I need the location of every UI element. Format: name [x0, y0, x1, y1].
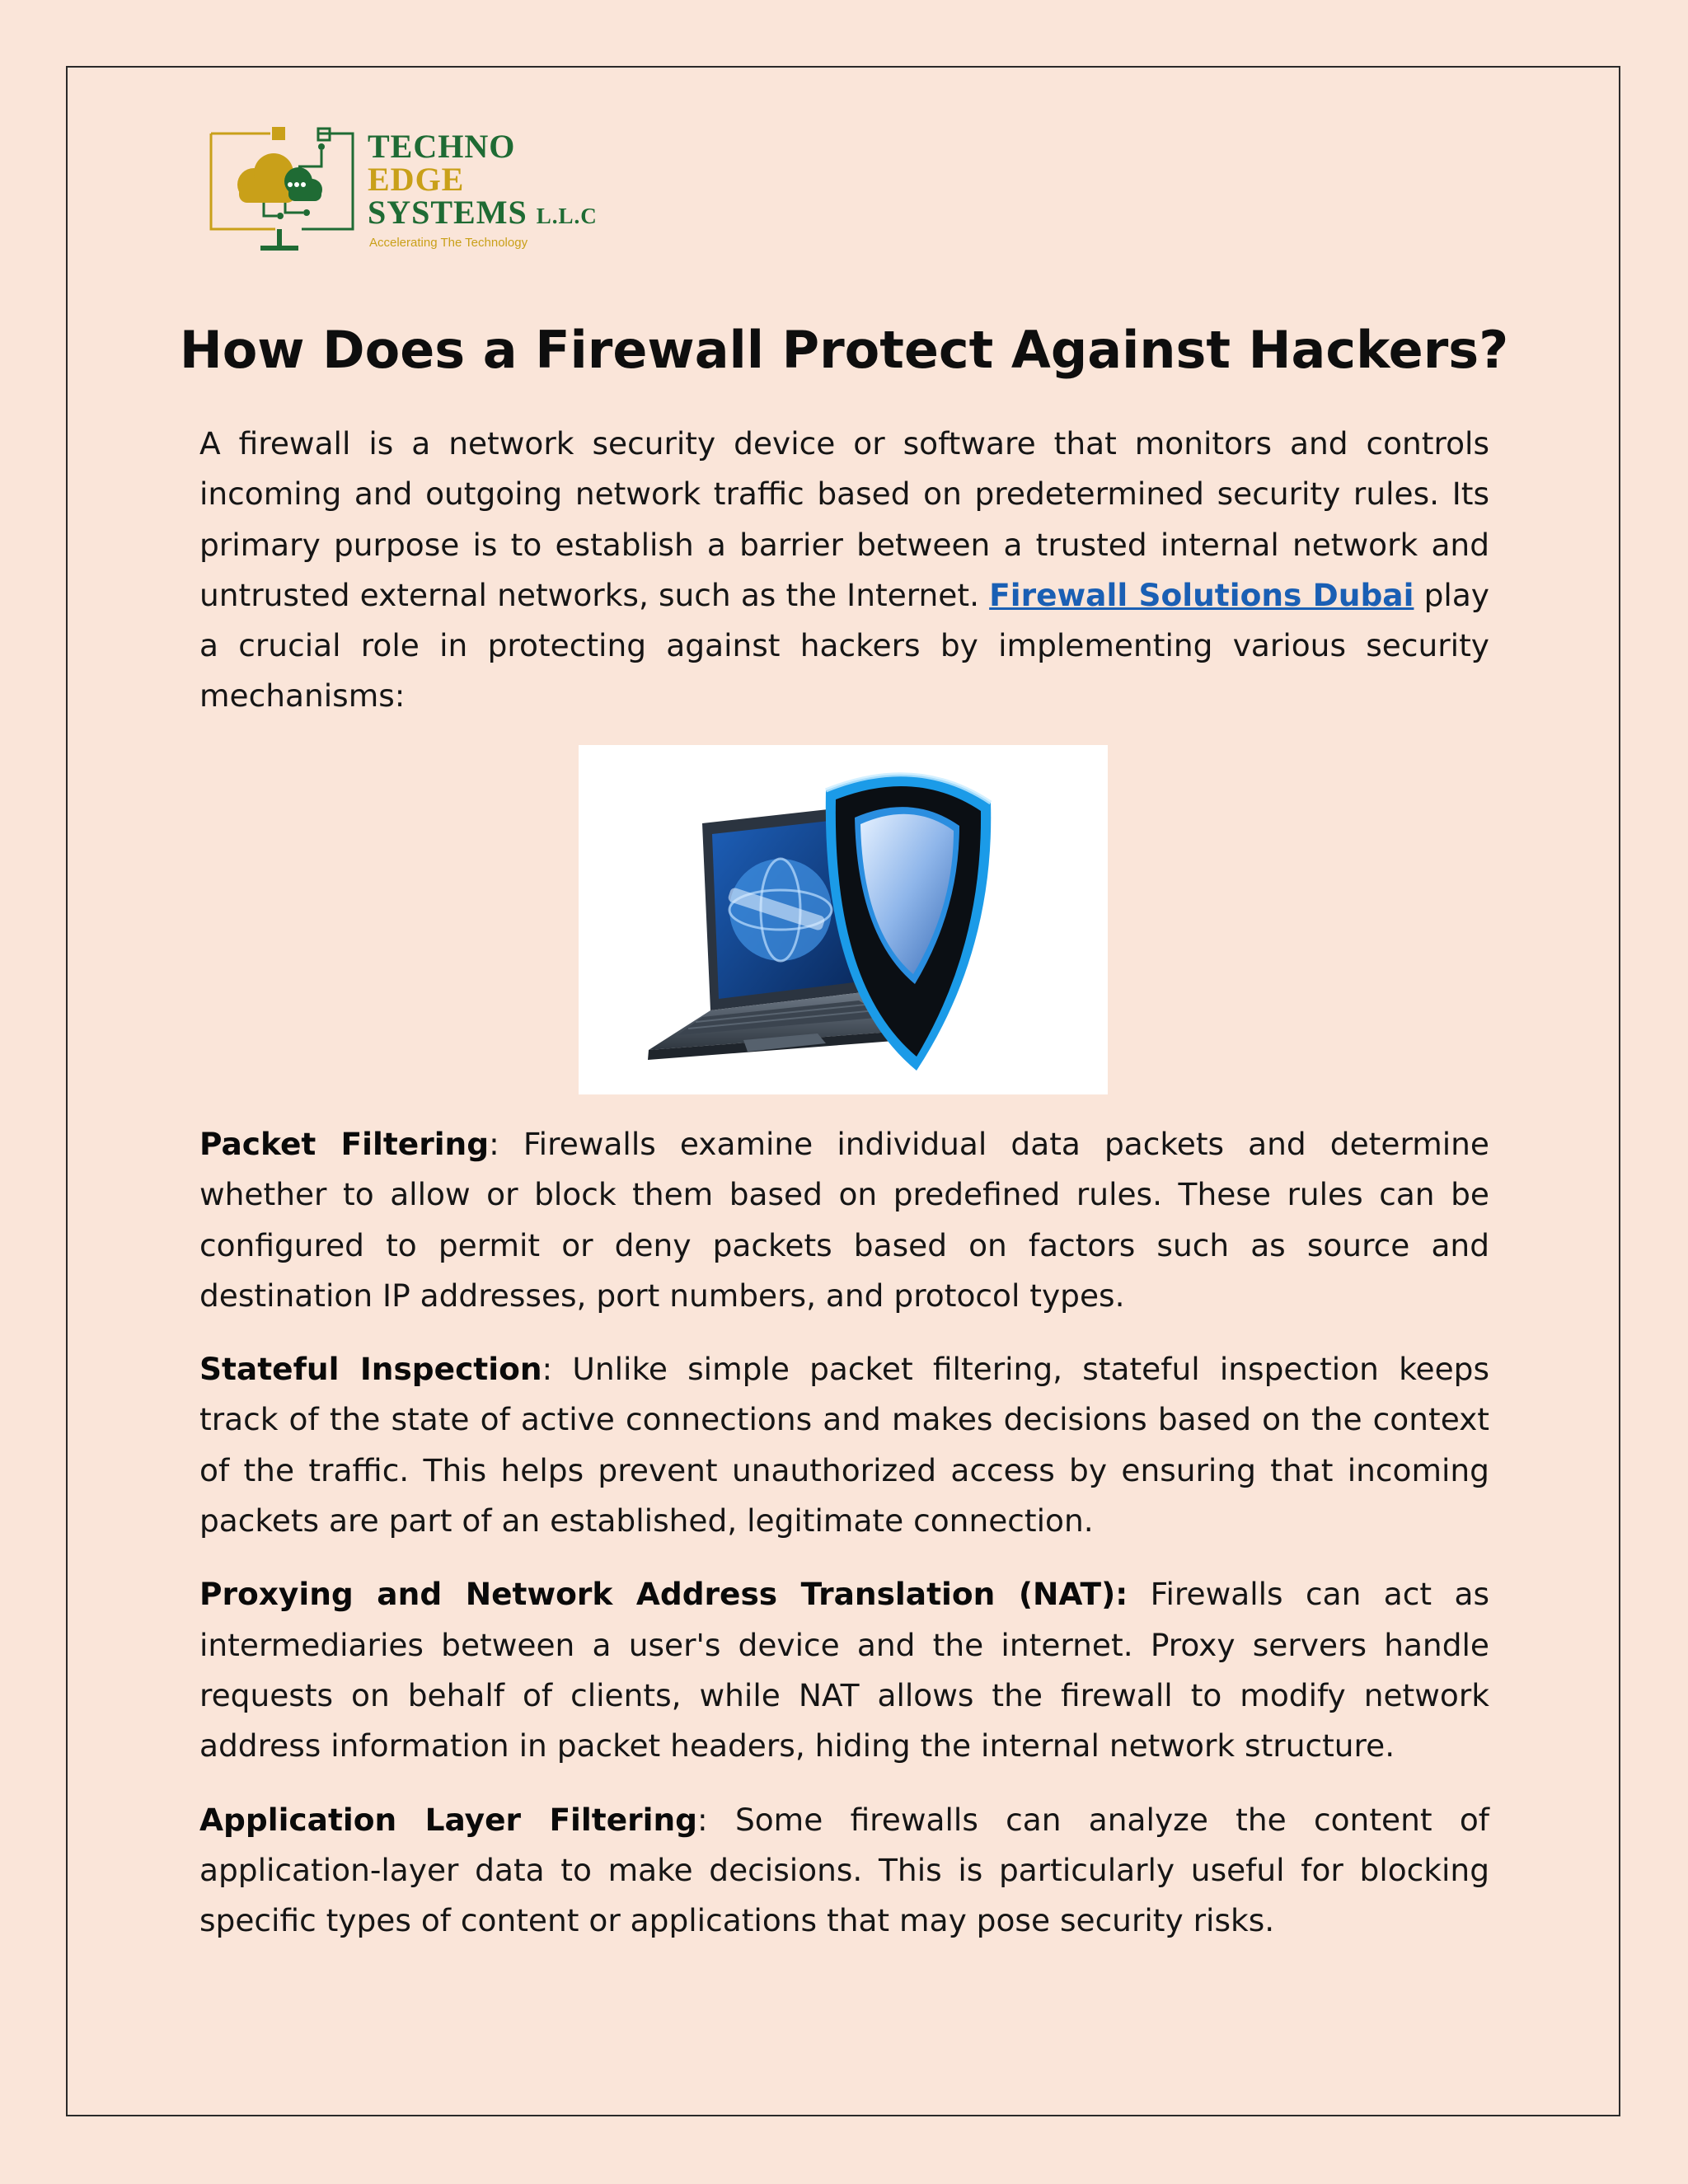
firewall-solutions-dubai-link[interactable]: Firewall Solutions Dubai — [989, 576, 1414, 613]
section-heading: Proxying and Network Address Translation (NAT): — [199, 1576, 1128, 1613]
section-heading: Application Layer Filtering — [199, 1801, 698, 1838]
section-body: Some firewalls can analyze the content of application-layer data to make decisions. This is particularly useful for blocking specific types of content or applications that may pose security risks. — [199, 1801, 1489, 1939]
section-body: Unlike simple packet filtering, stateful inspection keeps track of the state of active connections and makes decisions based on the context of the traffic. This helps prevent unauthorized access by ensuring that incoming packets are part of an established, legitimate connection. — [199, 1351, 1489, 1540]
company-logo — [206, 124, 635, 260]
intro-text-before-link: A firewall is a network security device or software that monitors and controls incoming and outgoing network traffic based on predetermined security rules. Its primary purpose is to establish a barrier between a trusted internal network and untrusted external networks, such as the Internet. — [199, 425, 1489, 613]
page-title: How Does a Firewall Protect Against Hackers? — [179, 320, 1509, 380]
logo-wordmark — [368, 130, 598, 232]
cloud-circuit-logo-icon — [206, 124, 363, 255]
intro-text-after-link: play a crucial role in protecting against hackers by implementing various security mechanisms: — [199, 576, 1489, 715]
section-separator: : — [489, 1126, 523, 1162]
section-proxying-nat — [199, 1569, 1489, 1771]
section-separator: : — [697, 1801, 735, 1838]
logo-systems-word: SYSTEMS — [368, 194, 528, 231]
logo-line-systems — [368, 196, 598, 232]
logo-llc-suffix: L.L.C — [536, 204, 598, 228]
section-heading: Packet Filtering — [199, 1126, 490, 1162]
section-separator — [1128, 1576, 1150, 1612]
section-separator: : — [542, 1351, 573, 1388]
section-heading: Stateful Inspection — [199, 1351, 542, 1388]
intro-section — [199, 419, 1489, 722]
logo-tagline: Accelerating The Technology — [369, 236, 528, 250]
section-packet-filtering — [199, 1119, 1489, 1321]
logo-line-techno: TECHNO — [368, 128, 516, 165]
laptop-shield-icon — [579, 745, 1108, 1094]
section-stateful-inspection — [199, 1344, 1489, 1546]
section-body: Firewalls examine individual data packets and determine whether to allow or block them based on predefined rules. These rules can be configured to permit or deny packets based on factors such as source and destination IP addresses, port numbers, and protocol types. — [199, 1126, 1489, 1314]
laptop-shield-illustration — [579, 745, 1108, 1094]
section-application-layer-filtering — [199, 1795, 1489, 1947]
logo-line-edge: EDGE — [368, 161, 465, 198]
intro-paragraph — [199, 419, 1489, 722]
section-body: Firewalls can act as intermediaries between a user's device and the internet. Proxy servers handle requests on behalf of clients, while NAT allows the firewall to modify network address information in packet headers, hiding the internal network structure. — [199, 1576, 1489, 1765]
mechanisms-section — [199, 1119, 1489, 1969]
